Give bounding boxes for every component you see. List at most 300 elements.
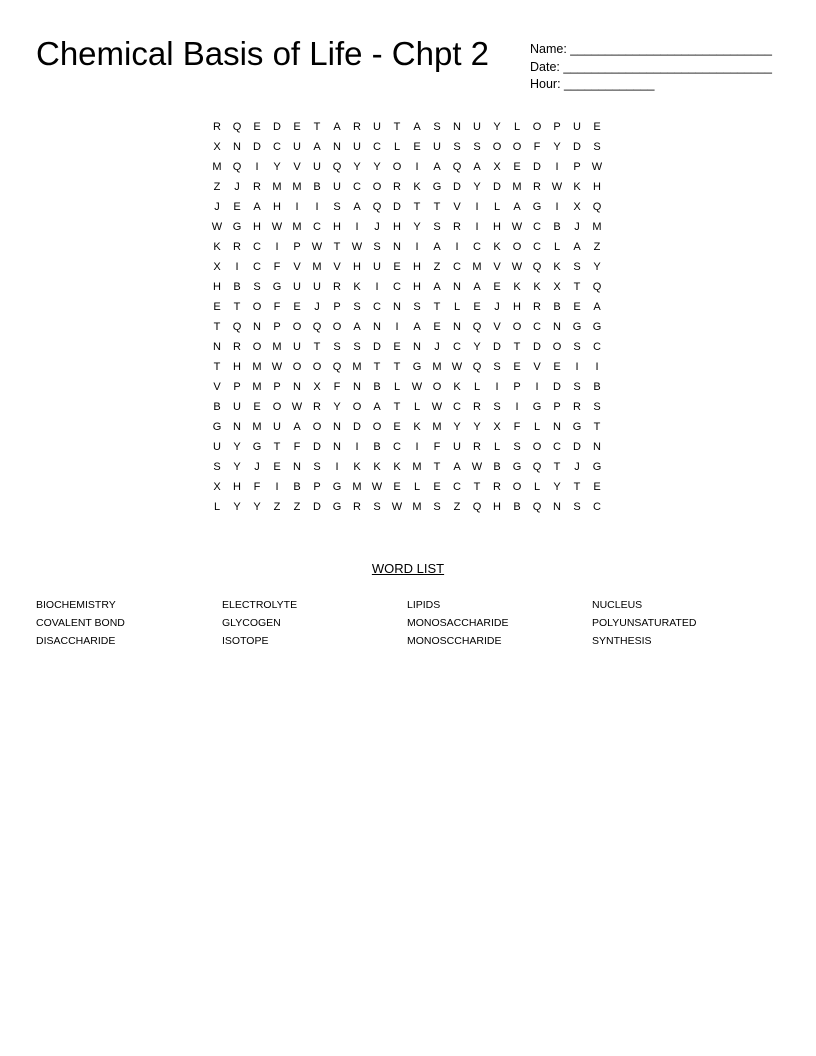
grid-letter[interactable]: A: [413, 121, 421, 133]
grid-letter[interactable]: T: [313, 341, 321, 353]
grid-letter[interactable]: W: [431, 401, 443, 413]
grid-letter[interactable]: C: [553, 441, 561, 453]
grid-letter[interactable]: H: [353, 261, 361, 273]
grid-letter[interactable]: O: [292, 361, 302, 373]
grid-letter[interactable]: O: [392, 161, 402, 173]
grid-letter[interactable]: I: [335, 461, 339, 473]
grid-letter[interactable]: O: [272, 401, 282, 413]
grid-letter[interactable]: P: [513, 381, 521, 393]
grid-letter[interactable]: C: [373, 301, 381, 313]
grid-letter[interactable]: L: [553, 241, 561, 253]
grid-letter[interactable]: R: [393, 181, 401, 193]
grid-letter[interactable]: B: [493, 461, 501, 473]
grid-letter[interactable]: I: [535, 381, 539, 393]
grid-letter[interactable]: C: [253, 241, 261, 253]
grid-letter[interactable]: N: [453, 321, 461, 333]
grid-letter[interactable]: D: [533, 161, 541, 173]
grid-letter[interactable]: Q: [592, 281, 602, 293]
grid-letter[interactable]: I: [555, 161, 559, 173]
grid-letter[interactable]: U: [293, 341, 301, 353]
grid-letter[interactable]: J: [494, 301, 500, 313]
grid-letter[interactable]: M: [352, 361, 362, 373]
grid-letter[interactable]: D: [453, 181, 461, 193]
grid-letter[interactable]: I: [255, 161, 259, 173]
grid-letter[interactable]: A: [413, 321, 421, 333]
grid-letter[interactable]: N: [213, 341, 221, 353]
grid-letter[interactable]: J: [214, 201, 220, 213]
grid-letter[interactable]: Q: [472, 501, 482, 513]
grid-letter[interactable]: G: [252, 441, 262, 453]
grid-letter[interactable]: W: [551, 181, 563, 193]
grid-letter[interactable]: F: [333, 381, 341, 393]
grid-letter[interactable]: S: [593, 401, 601, 413]
grid-letter[interactable]: Q: [532, 461, 542, 473]
grid-letter[interactable]: D: [573, 141, 581, 153]
grid-letter[interactable]: Y: [233, 501, 241, 513]
grid-letter[interactable]: A: [333, 121, 341, 133]
grid-letter[interactable]: D: [373, 341, 381, 353]
grid-letter[interactable]: J: [574, 221, 580, 233]
grid-letter[interactable]: F: [273, 301, 281, 313]
grid-letter[interactable]: S: [433, 221, 441, 233]
grid-letter[interactable]: M: [412, 501, 422, 513]
grid-letter[interactable]: S: [373, 241, 381, 253]
grid-letter[interactable]: U: [353, 141, 361, 153]
grid-letter[interactable]: M: [292, 181, 302, 193]
grid-letter[interactable]: C: [593, 341, 601, 353]
grid-letter[interactable]: C: [253, 261, 261, 273]
grid-letter[interactable]: R: [473, 401, 481, 413]
grid-letter[interactable]: M: [412, 461, 422, 473]
grid-letter[interactable]: U: [333, 181, 341, 193]
name-field[interactable]: Name: _____________________________: [530, 42, 772, 56]
grid-letter[interactable]: V: [213, 381, 221, 393]
grid-letter[interactable]: O: [432, 381, 442, 393]
grid-letter[interactable]: T: [233, 301, 241, 313]
grid-letter[interactable]: I: [295, 201, 299, 213]
grid-letter[interactable]: J: [434, 341, 440, 353]
grid-letter[interactable]: N: [293, 461, 301, 473]
grid-letter[interactable]: Z: [433, 261, 441, 273]
grid-letter[interactable]: S: [513, 441, 521, 453]
grid-letter[interactable]: G: [332, 481, 342, 493]
grid-letter[interactable]: Q: [472, 361, 482, 373]
grid-letter[interactable]: A: [573, 241, 581, 253]
grid-letter[interactable]: L: [393, 381, 401, 393]
grid-letter[interactable]: T: [433, 201, 441, 213]
grid-letter[interactable]: X: [573, 201, 581, 213]
grid-letter[interactable]: U: [433, 141, 441, 153]
grid-letter[interactable]: C: [533, 241, 541, 253]
grid-letter[interactable]: U: [213, 441, 221, 453]
grid-letter[interactable]: X: [313, 381, 321, 393]
grid-letter[interactable]: Y: [353, 161, 361, 173]
grid-letter[interactable]: E: [273, 461, 281, 473]
grid-letter[interactable]: Q: [232, 121, 242, 133]
grid-letter[interactable]: C: [453, 401, 461, 413]
grid-letter[interactable]: H: [493, 501, 501, 513]
grid-letter[interactable]: A: [473, 161, 481, 173]
grid-letter[interactable]: E: [513, 161, 521, 173]
grid-letter[interactable]: T: [213, 321, 221, 333]
grid-letter[interactable]: E: [393, 481, 401, 493]
grid-letter[interactable]: S: [573, 381, 581, 393]
grid-letter[interactable]: R: [213, 121, 221, 133]
grid-letter[interactable]: I: [235, 261, 239, 273]
grid-letter[interactable]: Q: [532, 261, 542, 273]
grid-letter[interactable]: R: [573, 401, 581, 413]
grid-letter[interactable]: Y: [473, 341, 481, 353]
grid-letter[interactable]: E: [393, 421, 401, 433]
grid-letter[interactable]: U: [573, 121, 581, 133]
grid-letter[interactable]: L: [473, 381, 481, 393]
grid-letter[interactable]: E: [513, 361, 521, 373]
grid-letter[interactable]: Q: [372, 201, 382, 213]
grid-letter[interactable]: S: [333, 201, 341, 213]
grid-letter[interactable]: H: [213, 281, 221, 293]
grid-letter[interactable]: V: [333, 261, 341, 273]
grid-letter[interactable]: D: [573, 441, 581, 453]
grid-letter[interactable]: A: [293, 421, 301, 433]
grid-letter[interactable]: N: [233, 421, 241, 433]
grid-letter[interactable]: C: [393, 441, 401, 453]
grid-letter[interactable]: O: [492, 141, 502, 153]
grid-letter[interactable]: Y: [333, 401, 341, 413]
grid-letter[interactable]: R: [533, 301, 541, 313]
grid-letter[interactable]: O: [252, 301, 262, 313]
grid-letter[interactable]: L: [453, 301, 461, 313]
grid-letter[interactable]: M: [272, 341, 282, 353]
grid-letter[interactable]: G: [532, 201, 542, 213]
grid-letter[interactable]: E: [433, 321, 441, 333]
grid-letter[interactable]: T: [513, 341, 521, 353]
grid-letter[interactable]: I: [375, 281, 379, 293]
grid-letter[interactable]: J: [314, 301, 320, 313]
grid-letter[interactable]: O: [352, 401, 362, 413]
grid-letter[interactable]: G: [532, 401, 542, 413]
grid-letter[interactable]: T: [573, 281, 581, 293]
grid-letter[interactable]: C: [593, 501, 601, 513]
grid-letter[interactable]: K: [213, 241, 221, 253]
grid-letter[interactable]: C: [453, 261, 461, 273]
grid-letter[interactable]: O: [532, 441, 542, 453]
grid-letter[interactable]: I: [515, 401, 519, 413]
grid-letter[interactable]: Q: [332, 361, 342, 373]
grid-letter[interactable]: Y: [553, 141, 561, 153]
grid-letter[interactable]: H: [413, 261, 421, 273]
grid-letter[interactable]: P: [573, 161, 581, 173]
grid-letter[interactable]: E: [593, 481, 601, 493]
grid-letter[interactable]: W: [271, 361, 283, 373]
grid-letter[interactable]: M: [432, 421, 442, 433]
grid-letter[interactable]: V: [533, 361, 541, 373]
grid-letter[interactable]: K: [413, 181, 421, 193]
grid-letter[interactable]: M: [272, 181, 282, 193]
grid-letter[interactable]: G: [572, 321, 582, 333]
grid-letter[interactable]: A: [313, 141, 321, 153]
grid-letter[interactable]: S: [573, 261, 581, 273]
grid-letter[interactable]: B: [373, 381, 381, 393]
grid-letter[interactable]: K: [353, 461, 361, 473]
grid-letter[interactable]: S: [253, 281, 261, 293]
grid-letter[interactable]: M: [212, 161, 222, 173]
grid-letter[interactable]: T: [213, 361, 221, 373]
grid-letter[interactable]: R: [353, 501, 361, 513]
grid-letter[interactable]: E: [393, 341, 401, 353]
grid-letter[interactable]: S: [433, 121, 441, 133]
grid-letter[interactable]: Z: [273, 501, 281, 513]
grid-letter[interactable]: V: [493, 321, 501, 333]
grid-letter[interactable]: R: [353, 121, 361, 133]
grid-letter[interactable]: C: [393, 281, 401, 293]
grid-letter[interactable]: N: [453, 281, 461, 293]
grid-letter[interactable]: T: [393, 361, 401, 373]
grid-letter[interactable]: L: [513, 121, 521, 133]
grid-letter[interactable]: S: [493, 401, 501, 413]
grid-letter[interactable]: U: [313, 161, 321, 173]
grid-letter[interactable]: P: [313, 481, 321, 493]
grid-letter[interactable]: O: [512, 241, 522, 253]
grid-letter[interactable]: I: [315, 201, 319, 213]
grid-letter[interactable]: P: [553, 401, 561, 413]
grid-letter[interactable]: D: [253, 141, 261, 153]
grid-letter[interactable]: U: [473, 121, 481, 133]
grid-letter[interactable]: G: [232, 221, 242, 233]
grid-letter[interactable]: L: [393, 141, 401, 153]
grid-letter[interactable]: C: [313, 221, 321, 233]
grid-letter[interactable]: G: [592, 321, 602, 333]
grid-letter[interactable]: B: [373, 441, 381, 453]
grid-letter[interactable]: R: [253, 181, 261, 193]
grid-letter[interactable]: E: [213, 301, 221, 313]
grid-letter[interactable]: M: [292, 221, 302, 233]
grid-letter[interactable]: B: [593, 381, 601, 393]
grid-letter[interactable]: A: [373, 401, 381, 413]
grid-letter[interactable]: D: [553, 381, 561, 393]
grid-letter[interactable]: T: [473, 481, 481, 493]
grid-letter[interactable]: K: [493, 241, 501, 253]
date-field[interactable]: Date: ______________________________: [530, 59, 772, 74]
grid-letter[interactable]: N: [593, 441, 601, 453]
grid-letter[interactable]: D: [393, 201, 401, 213]
grid-letter[interactable]: Y: [553, 481, 561, 493]
hour-field[interactable]: Hour: _____________: [530, 77, 655, 91]
grid-letter[interactable]: P: [273, 381, 281, 393]
grid-letter[interactable]: X: [493, 161, 501, 173]
grid-letter[interactable]: H: [493, 221, 501, 233]
grid-letter[interactable]: L: [213, 501, 221, 513]
grid-letter[interactable]: E: [233, 201, 241, 213]
grid-letter[interactable]: T: [313, 121, 321, 133]
grid-letter[interactable]: I: [275, 481, 279, 493]
grid-letter[interactable]: D: [273, 121, 281, 133]
grid-letter[interactable]: Y: [593, 261, 601, 273]
grid-letter[interactable]: L: [533, 481, 541, 493]
grid-letter[interactable]: E: [293, 121, 301, 133]
grid-letter[interactable]: O: [312, 361, 322, 373]
grid-letter[interactable]: T: [593, 421, 601, 433]
grid-letter[interactable]: D: [493, 181, 501, 193]
grid-letter[interactable]: H: [253, 221, 261, 233]
grid-letter[interactable]: O: [312, 421, 322, 433]
grid-letter[interactable]: Y: [473, 421, 481, 433]
grid-letter[interactable]: U: [373, 121, 381, 133]
grid-letter[interactable]: E: [573, 301, 581, 313]
grid-letter[interactable]: I: [475, 201, 479, 213]
grid-letter[interactable]: G: [592, 461, 602, 473]
grid-letter[interactable]: Q: [532, 501, 542, 513]
grid-letter[interactable]: I: [415, 241, 419, 253]
grid-letter[interactable]: F: [273, 261, 281, 273]
grid-letter[interactable]: M: [592, 221, 602, 233]
grid-letter[interactable]: B: [293, 481, 301, 493]
grid-letter[interactable]: E: [413, 141, 421, 153]
grid-letter[interactable]: Z: [213, 181, 221, 193]
grid-letter[interactable]: U: [373, 261, 381, 273]
grid-letter[interactable]: M: [512, 181, 522, 193]
grid-letter[interactable]: A: [433, 161, 441, 173]
grid-letter[interactable]: L: [413, 481, 421, 493]
grid-letter[interactable]: K: [533, 281, 541, 293]
grid-letter[interactable]: P: [233, 381, 241, 393]
grid-letter[interactable]: I: [415, 161, 419, 173]
grid-letter[interactable]: Q: [312, 321, 322, 333]
grid-letter[interactable]: R: [493, 481, 501, 493]
grid-letter[interactable]: G: [512, 461, 522, 473]
grid-letter[interactable]: Q: [472, 321, 482, 333]
grid-letter[interactable]: H: [393, 221, 401, 233]
grid-letter[interactable]: I: [595, 361, 599, 373]
grid-letter[interactable]: W: [391, 501, 403, 513]
grid-letter[interactable]: X: [213, 481, 221, 493]
grid-letter[interactable]: S: [433, 501, 441, 513]
grid-letter[interactable]: S: [353, 341, 361, 353]
grid-letter[interactable]: J: [254, 461, 260, 473]
grid-letter[interactable]: I: [455, 241, 459, 253]
grid-letter[interactable]: C: [453, 341, 461, 353]
grid-letter[interactable]: K: [413, 421, 421, 433]
grid-letter[interactable]: R: [333, 281, 341, 293]
grid-letter[interactable]: U: [293, 141, 301, 153]
grid-letter[interactable]: M: [432, 361, 442, 373]
grid-letter[interactable]: O: [292, 321, 302, 333]
grid-letter[interactable]: L: [493, 201, 501, 213]
grid-letter[interactable]: H: [233, 361, 241, 373]
grid-letter[interactable]: M: [472, 261, 482, 273]
grid-letter[interactable]: O: [512, 321, 522, 333]
grid-letter[interactable]: I: [275, 241, 279, 253]
grid-letter[interactable]: B: [553, 221, 561, 233]
grid-letter[interactable]: O: [252, 341, 262, 353]
grid-letter[interactable]: H: [333, 221, 341, 233]
grid-letter[interactable]: W: [271, 221, 283, 233]
grid-letter[interactable]: K: [573, 181, 581, 193]
grid-letter[interactable]: M: [312, 261, 322, 273]
grid-letter[interactable]: C: [453, 481, 461, 493]
grid-letter[interactable]: B: [313, 181, 321, 193]
grid-letter[interactable]: T: [433, 461, 441, 473]
grid-letter[interactable]: L: [413, 401, 421, 413]
grid-letter[interactable]: E: [553, 361, 561, 373]
grid-letter[interactable]: W: [211, 221, 223, 233]
grid-letter[interactable]: U: [273, 421, 281, 433]
grid-letter[interactable]: W: [471, 461, 483, 473]
grid-letter[interactable]: V: [453, 201, 461, 213]
grid-letter[interactable]: V: [293, 161, 301, 173]
grid-letter[interactable]: F: [253, 481, 261, 493]
grid-letter[interactable]: T: [553, 461, 561, 473]
grid-letter[interactable]: E: [253, 121, 261, 133]
grid-letter[interactable]: O: [372, 181, 382, 193]
grid-letter[interactable]: V: [493, 261, 501, 273]
grid-letter[interactable]: S: [493, 361, 501, 373]
grid-letter[interactable]: H: [413, 281, 421, 293]
grid-letter[interactable]: N: [333, 141, 341, 153]
grid-letter[interactable]: S: [573, 341, 581, 353]
grid-letter[interactable]: O: [512, 141, 522, 153]
grid-letter[interactable]: D: [313, 501, 321, 513]
grid-letter[interactable]: G: [572, 421, 582, 433]
grid-letter[interactable]: V: [293, 261, 301, 273]
grid-letter[interactable]: M: [252, 361, 262, 373]
grid-letter[interactable]: C: [533, 221, 541, 233]
grid-letter[interactable]: T: [433, 301, 441, 313]
grid-letter[interactable]: T: [393, 401, 401, 413]
grid-letter[interactable]: Q: [592, 201, 602, 213]
grid-letter[interactable]: E: [393, 261, 401, 273]
grid-letter[interactable]: W: [451, 361, 463, 373]
grid-letter[interactable]: N: [413, 341, 421, 353]
grid-letter[interactable]: J: [234, 181, 240, 193]
grid-letter[interactable]: I: [475, 221, 479, 233]
grid-letter[interactable]: E: [293, 301, 301, 313]
grid-letter[interactable]: C: [533, 321, 541, 333]
grid-letter[interactable]: C: [353, 181, 361, 193]
grid-letter[interactable]: N: [293, 381, 301, 393]
grid-letter[interactable]: G: [332, 501, 342, 513]
grid-letter[interactable]: S: [573, 501, 581, 513]
grid-letter[interactable]: G: [432, 181, 442, 193]
grid-letter[interactable]: T: [333, 241, 341, 253]
grid-letter[interactable]: H: [233, 481, 241, 493]
grid-letter[interactable]: W: [511, 261, 523, 273]
grid-letter[interactable]: Y: [453, 421, 461, 433]
grid-letter[interactable]: P: [333, 301, 341, 313]
grid-letter[interactable]: U: [313, 281, 321, 293]
grid-letter[interactable]: J: [574, 461, 580, 473]
grid-letter[interactable]: U: [233, 401, 241, 413]
grid-letter[interactable]: A: [453, 461, 461, 473]
grid-letter[interactable]: Q: [452, 161, 462, 173]
grid-letter[interactable]: K: [393, 461, 401, 473]
grid-letter[interactable]: W: [511, 221, 523, 233]
grid-letter[interactable]: O: [532, 121, 542, 133]
grid-letter[interactable]: X: [213, 261, 221, 273]
grid-letter[interactable]: E: [433, 481, 441, 493]
grid-letter[interactable]: P: [273, 321, 281, 333]
grid-letter[interactable]: X: [553, 281, 561, 293]
grid-letter[interactable]: S: [373, 501, 381, 513]
grid-letter[interactable]: I: [495, 381, 499, 393]
grid-letter[interactable]: R: [313, 401, 321, 413]
grid-letter[interactable]: K: [513, 281, 521, 293]
grid-letter[interactable]: G: [272, 281, 282, 293]
grid-letter[interactable]: W: [591, 161, 603, 173]
grid-letter[interactable]: W: [291, 401, 303, 413]
grid-letter[interactable]: I: [555, 201, 559, 213]
grid-letter[interactable]: Y: [493, 121, 501, 133]
grid-letter[interactable]: F: [433, 441, 441, 453]
